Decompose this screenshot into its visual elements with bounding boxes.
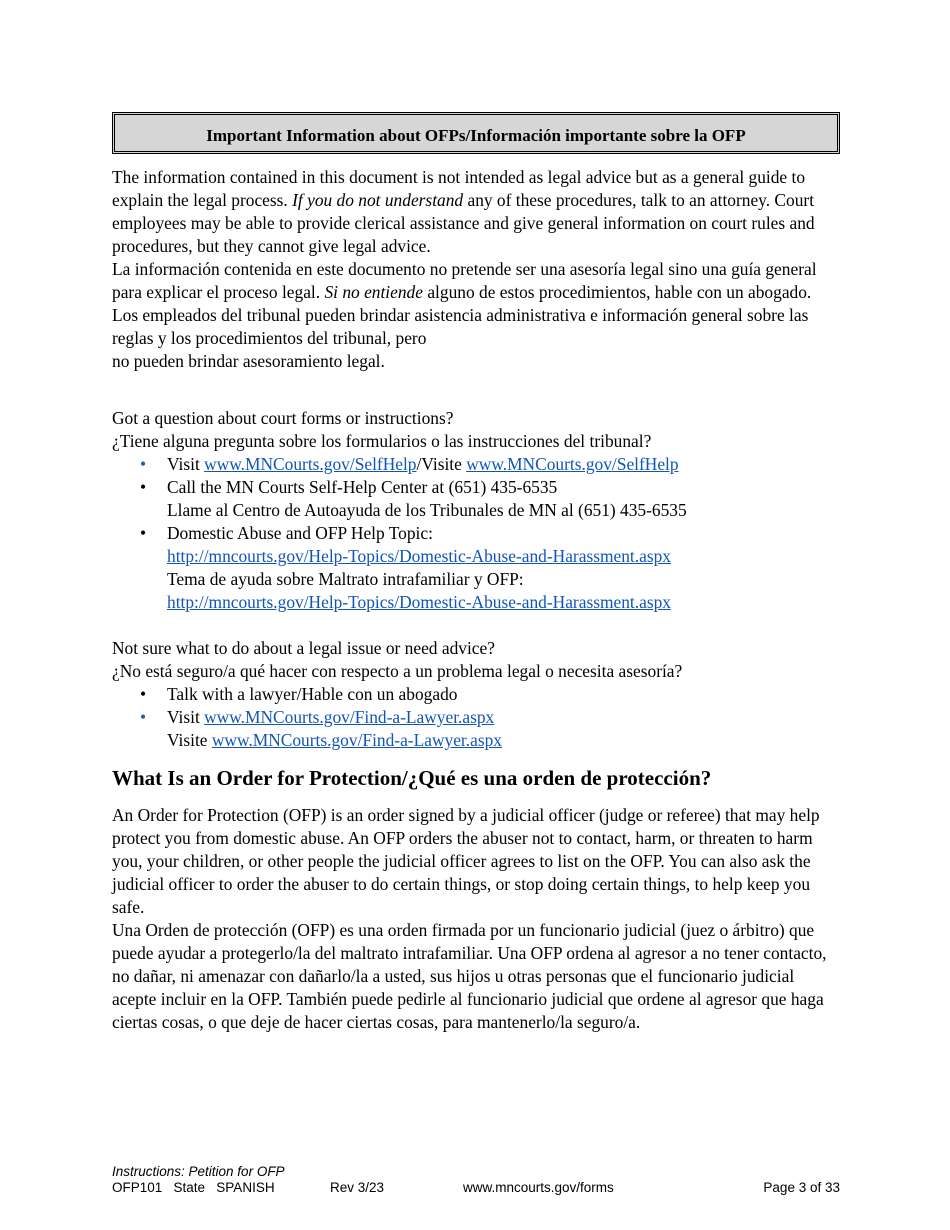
footer-page-number: Page 3 of 33 [763,1180,840,1195]
forms-question-es: ¿Tiene alguna pregunta sobre los formularios o las instrucciones del tribunal? [112,431,652,451]
call-center-en: • Call the MN Courts Self-Help Center at (651) 435-6535 [167,477,558,497]
help-topic-label-es: Tema de ayuda sobre Maltrato intrafamiliar y OFP: [167,569,524,589]
find-lawyer-link-es[interactable]: www.MNCourts.gov/Find-a-Lawyer.aspx [211,730,502,750]
intro-en-text-2: any of these procedures, talk to an attorney. Court employees may be able to provide clerical assistance and give general information on court rules and procedures, but they cannot give legal advice. [112,190,815,256]
talk-lawyer-text: Talk with a lawyer/Hable con un abogado [167,684,458,704]
selfhelp-middle: /Visite [416,454,467,474]
intro-paragraph-en [112,166,840,258]
important-info-title: Important Information about OFPs/Información importante sobre la OFP [206,126,746,145]
find-lawyer-link-en[interactable]: www.MNCourts.gov/Find-a-Lawyer.aspx [204,707,495,727]
footer-form-id: OFP101 State SPANISH [112,1180,275,1195]
intro-en-text-1: The information contained in this document is not intended as legal advice but as a general guide to explain the legal process. [112,167,806,210]
ofp-section-heading: What Is an Order for Protection/¿Qué es una orden de protección? [112,766,712,790]
intro-es-text-1: La información contenida en este documento no pretende ser una asesoría legal sino una guía general para explicar el proceso legal. [112,259,817,302]
list-item-talk-lawyer [140,683,840,706]
list-item-find-lawyer [140,706,840,752]
list-item-help-topic [140,522,840,614]
intro-paragraph-es [112,258,840,350]
forms-help-list [112,453,840,614]
ofp-paragraph-en: An Order for Protection (OFP) is an order signed by a judicial officer (judge or referee) that may help protect you from domestic abuse. An OFP orders the abuser not to contact, harm, or threaten to harm you, your children, or other people the judicial officer agrees to list on the OFP. You can also ask the judicial officer to order the abuser to do certain things, or stop doing certain things, to help keep you safe. [112,805,820,917]
find-lawyer-prefix-en: Visit [167,707,205,727]
selfhelp-link[interactable]: www.MNCourts.gov/SelfHelp [204,454,417,474]
forms-question-en: Got a question about court forms or instructions? [112,408,454,428]
help-topic-link-es[interactable]: http://mncourts.gov/Help-Topics/Domestic-Abuse-and-Harassment.aspx [167,592,671,612]
advice-list [112,683,840,752]
call-center-es: Llame al Centro de Autoayuda de los Tribunales de MN al (651) 435-6535 [167,500,687,520]
advice-question-en: Not sure what to do about a legal issue or need advice? [112,638,495,658]
page-footer [112,1164,840,1196]
intro-paragraph-es-end: no pueden brindar asesoramiento legal. [112,351,385,371]
selfhelp-link-es[interactable]: www.MNCourts.gov/SelfHelp [466,454,679,474]
page-content [112,112,840,1034]
list-item-call-center [140,476,840,522]
footer-title: Instructions: Petition for OFP [112,1164,285,1179]
ofp-paragraph-es: Una Orden de protección (OFP) es una orden firmada por un funcionario judicial (juez o árbitro) que puede ayudar a protegerlo/la del maltrato intrafamiliar. Una OFP ordena al agresor a no tener contacto, no dañar, ni amenazar con dañarlo/la a usted, sus hijos u otras personas que el funcionario judicial acepte incluir en la OFP. También puede pedirle al funcionario judicial que ordene al agresor que haga ciertas cosas, o que deje de hacer ciertas cosas, para mantenerlo/la seguro/a. [112,920,827,1032]
list-item-selfhelp [140,453,840,476]
important-info-box [112,112,840,154]
find-lawyer-prefix-es: Visite [167,730,212,750]
footer-url: www.mncourts.gov/forms [463,1180,614,1195]
footer-row [112,1180,840,1196]
help-topic-link-en[interactable]: http://mncourts.gov/Help-Topics/Domestic-Abuse-and-Harassment.aspx [167,546,671,566]
advice-question-es: ¿No está seguro/a qué hacer con respecto a un problema legal o necesita asesoría? [112,661,683,681]
help-topic-label-en: • Domestic Abuse and OFP Help Topic: [167,523,433,543]
intro-en-italic: If you do not understand [292,190,464,210]
intro-es-italic: Si no entiende [324,282,423,302]
footer-revision: Rev 3/23 [330,1180,385,1195]
selfhelp-prefix: Visit [167,454,205,474]
intro-es-text-2: alguno de estos procedimientos, hable con un abogado. Los empleados del tribunal pueden brindar asistencia administrativa e información general sobre las reglas y los procedimientos del tribunal, pero [112,282,812,348]
